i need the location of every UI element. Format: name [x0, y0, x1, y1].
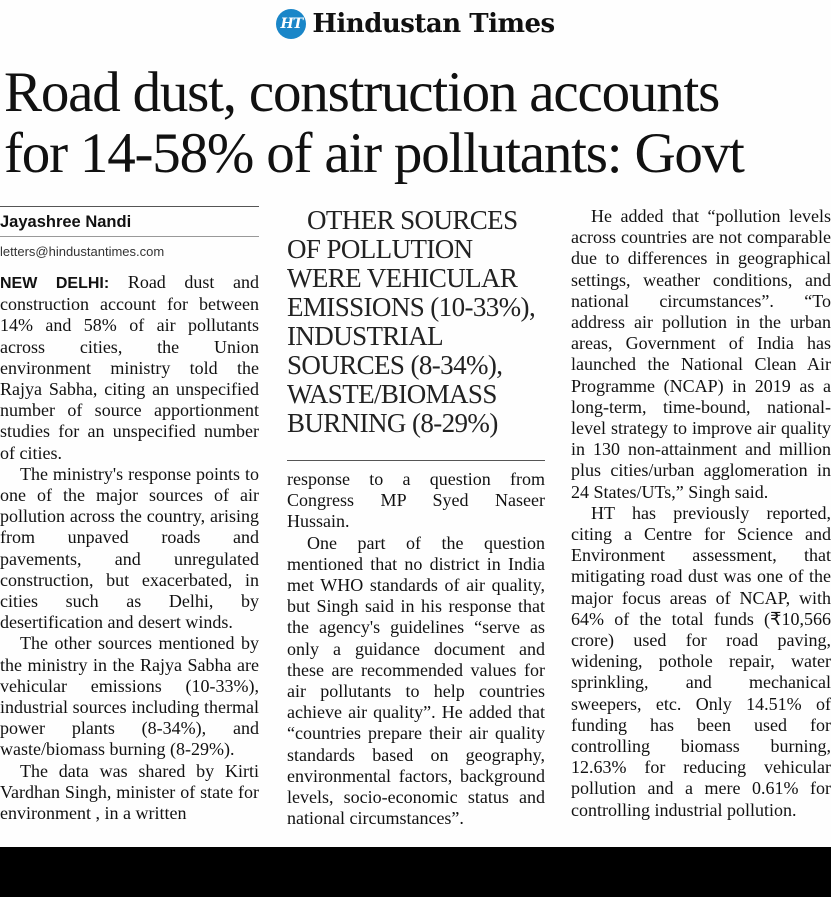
article-column-2 — [287, 206, 545, 829]
bottom-black-band — [0, 847, 831, 897]
ht-logo-icon: HT — [276, 9, 306, 39]
brand-name: Hindustan Times — [312, 9, 555, 39]
paragraph: The data was shared by Kirti Vardhan Singh, minister of state for environment , in a written — [0, 760, 259, 824]
paragraph: HT has previously reported, citing a Centre for Science and Environment assessment, that mitigating road dust was one of the major focus areas of NCAP, with 64% of the total funds (₹10,566 crore) used for road paving, widening, pothole repair, water sprinkling, and mechanical sweepers, etc. Only 14.51% of funding has been used for controlling biomass burning, 12.63% for reducing vehicular pollution and a mere 0.61% for controlling industrial pollution. — [571, 502, 831, 820]
dateline: NEW DELHI: — [0, 275, 110, 292]
paragraph: The other sources mentioned by the ministry in the Rajya Sabha are vehicular emissions (10-33%), industrial sources including thermal power plants (8-34%), and waste/biomass burning (8-29%). — [0, 633, 259, 760]
paragraph — [0, 272, 259, 464]
paragraph: response to a question from Congress MP Syed Naseer Hussain. — [287, 469, 545, 532]
masthead — [0, 4, 831, 44]
byline-divider — [0, 236, 259, 237]
pull-quote: OTHER SOURCES OF POLLUTION WERE VEHICULAR EMISSIONS (10-33%), INDUSTRIAL SOURCES (8-34%), WASTE/BIOMASS BURNING (8-29%) — [287, 205, 536, 438]
paragraph: One part of the question mentioned that no district in India met WHO standards of air quality, but Singh said in his response that the agency's guidelines “serve as only a guidance document and these are recommended values for air pollutants to help countries achieve air quality”. He added that “countries prepare their air quality standards based on geography, environmental factors, background levels, socio-economic status and national circumstances”. — [287, 532, 545, 829]
paragraph-text: Road dust and construction account for between 14% and 58% of air pollutants across cities, the Union environment ministry told the Rajya Sabha, citing an unspecified number of source apportionment studies for an unspecified number of cities. — [0, 272, 259, 463]
headline — [4, 62, 831, 184]
author-email: letters@hindustantimes.com — [0, 244, 165, 259]
paragraph: The ministry's response points to one of the major sources of air pollution across the country, arising from unpaved roads and pavements, and unregulated construction, but exacerbated, in cities such as Delhi, by desertification and desert winds. — [0, 463, 259, 633]
article-column-3 — [571, 206, 831, 821]
pull-quote-rule — [287, 460, 545, 461]
headline-line-1: Road dust, construction accounts — [4, 61, 720, 124]
author-name: Jayashree Nandi — [0, 213, 132, 231]
paragraph: He added that “pollution levels across countries are not comparable due to differences in geographical settings, weather conditions, and national circumstances”. “To address air pollution in the urban areas, Government of India has launched the National Clean Air Programme (NCAP) in 2019 as a long-term, time-bound, national-level strategy to improve air quality in 130 non-attainment and million plus cities/urban agglomeration in 24 States/UTs,” Singh said. — [571, 206, 831, 502]
headline-line-2: for 14-58% of air pollutants: Govt — [4, 122, 744, 185]
article-column-1 — [0, 206, 259, 824]
byline-top-rule — [0, 206, 259, 207]
